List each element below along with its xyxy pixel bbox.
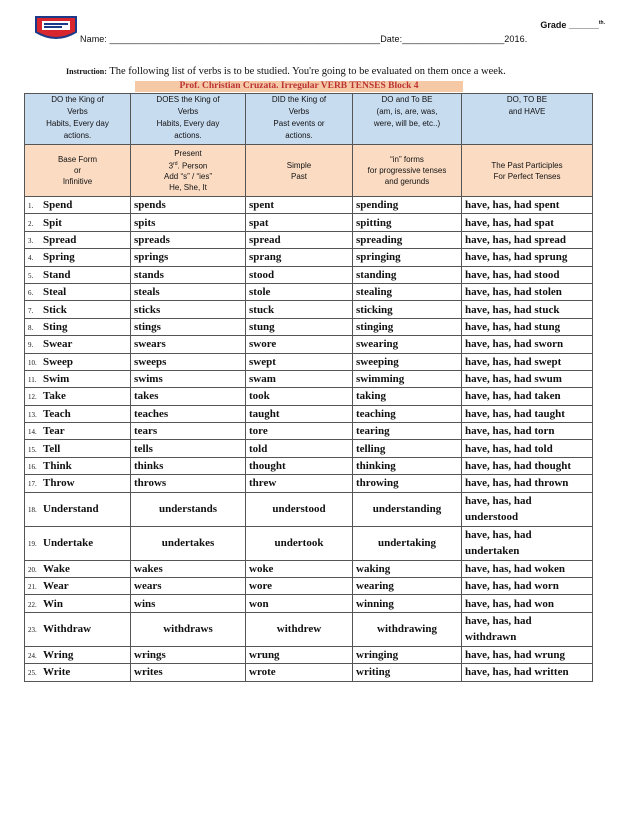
base-verb: Swear [43,338,73,351]
subheader-line: Base Form [57,155,98,164]
cell-base-form [25,475,131,492]
subheader-line: “in” forms [390,155,424,164]
subheader-line: Present [174,148,202,158]
cell-base-form [25,492,131,526]
cell-past-participle: have, has, had written [462,664,593,681]
cell-present: sweeps [131,353,246,370]
base-verb: Spread [43,233,77,246]
table-row [25,440,593,457]
cell-present: throws [131,475,246,492]
base-verb: Spit [43,216,62,229]
row-number: 22. [28,600,37,609]
header-line: Verbs [67,107,88,116]
cell-base-form [25,370,131,387]
row-number: 5. [28,271,34,280]
table-row [25,475,593,492]
cell-progressive: springing [353,249,462,266]
row-number: 21. [28,583,37,592]
cell-progressive: stealing [353,283,462,300]
table-row [25,231,593,248]
grade-field [540,20,605,30]
instruction-text: The following list of verbs is to be studied. You're going to be evaluated on them once a week. [109,66,506,77]
cell-progressive: sweeping [353,353,462,370]
cell-base-form [25,612,131,646]
base-verb: Tear [43,425,65,438]
cell-past-participle: have, has, had stung [462,318,593,335]
cell-base-form [25,646,131,663]
instruction [66,66,586,77]
cell-simple-past: won [246,595,353,612]
cell-past-participle: have, has, had spat [462,214,593,231]
cell-past-participle: have, has, had stood [462,266,593,283]
cell-past-participle: have, has, had wrung [462,646,593,663]
cell-progressive: swimming [353,370,462,387]
cell-simple-past: spread [246,231,353,248]
cell-simple-past: swam [246,370,353,387]
cell-simple-past: thought [246,457,353,474]
cell-past-participle: have, has, had spread [462,231,593,248]
table-row [25,526,593,560]
subheader-line: For Perfect Tenses [493,171,561,181]
table-row [25,266,593,283]
subheader-line: Add “s” / “ies” [163,172,212,182]
cell-base-form [25,197,131,214]
table-row [25,578,593,595]
cell-base-form [25,214,131,231]
cell-present: swims [131,370,246,387]
cell-base-form [25,423,131,440]
cell-past-participle: have, has, had sprung [462,249,593,266]
subheader-cell-progressive [353,145,462,197]
cell-past-participle: have, has, had stuck [462,301,593,318]
header-line: DID the King of [271,95,327,104]
cell-base-form [25,664,131,681]
cell-progressive: swearing [353,336,462,353]
cell-present: tells [131,440,246,457]
header-cell-present [131,94,246,145]
cell-past-participle: have, has, had thrown [462,475,593,492]
cell-past-participle: have, has, had swept [462,353,593,370]
cell-progressive: teaching [353,405,462,422]
cell-base-form [25,388,131,405]
header-line: DO the King of [51,95,104,104]
cell-present: wears [131,578,246,595]
cell-present: wakes [131,560,246,577]
header-line: DO and To BE [381,95,433,104]
cell-simple-past: wrung [246,646,353,663]
name-date-line: Name: _____________________________________________________Date:____________________2016. [80,34,528,44]
header-line: actions. [174,131,202,140]
cell-base-form [25,301,131,318]
table-row [25,249,593,266]
cell-present: steals [131,283,246,300]
header-line: Habits, Every day [156,119,220,128]
header-line: Habits, Every day [46,119,109,128]
row-number: 25. [28,669,37,678]
cell-base-form [25,318,131,335]
table-row [25,646,593,663]
subheader-line: Past [290,171,307,181]
cell-past-participle: have, has, had spent [462,197,593,214]
cell-progressive: wringing [353,646,462,663]
table-row [25,457,593,474]
header-cell-past [246,94,353,145]
cell-progressive: withdrawing [353,612,462,646]
base-verb: Spring [43,251,75,264]
cell-present: teaches [131,405,246,422]
cell-past-participle: have, has, had stolen [462,283,593,300]
cell-base-form [25,249,131,266]
cell-present: stands [131,266,246,283]
base-verb: Wear [43,580,69,593]
cell-base-form [25,283,131,300]
cell-simple-past: wrote [246,664,353,681]
cell-progressive: throwing [353,475,462,492]
cell-progressive: tearing [353,423,462,440]
cell-simple-past: stole [246,283,353,300]
cell-present: tears [131,423,246,440]
base-verb: Sting [43,320,68,333]
cell-past-participle: have, has, had swum [462,370,593,387]
row-number: 13. [28,410,37,419]
cell-progressive: undertaking [353,526,462,560]
header-cell-base [25,94,131,145]
cell-progressive: thinking [353,457,462,474]
cell-progressive: telling [353,440,462,457]
cell-progressive: wearing [353,578,462,595]
subheader-line: Simple [286,160,312,170]
cell-present: springs [131,249,246,266]
cell-base-form [25,560,131,577]
row-number: 19. [28,540,37,549]
cell-past-participle: have, has, had told [462,440,593,457]
header-line: Verbs [177,107,199,116]
cell-present: understands [131,492,246,526]
base-verb: Sweep [43,355,73,368]
instruction-label: Instruction: [66,67,107,76]
subheader-text: 3 [168,161,174,171]
subheader-line [134,159,242,172]
subheader-line: for progressive tenses [367,166,447,175]
table-row [25,595,593,612]
header-line: DOES the King of [156,95,220,104]
row-number: 7. [28,306,34,315]
cell-past-participle: have, has, had understood [462,492,593,526]
cell-simple-past: tore [246,423,353,440]
table-row [25,560,593,577]
header-line: actions. [63,131,92,140]
base-verb: Steal [43,286,67,299]
cell-progressive: spitting [353,214,462,231]
cell-present: swears [131,336,246,353]
subheader-line: and gerunds [384,177,430,186]
cell-simple-past: understood [246,492,353,526]
cell-past-participle: have, has, had torn [462,423,593,440]
cell-progressive: standing [353,266,462,283]
cell-simple-past: stood [246,266,353,283]
row-number: 1. [28,202,34,211]
header-line: and HAVE [508,107,546,116]
verb-table [24,93,593,682]
cell-past-participle: have, has, had taken [462,388,593,405]
base-verb: Think [43,460,72,473]
row-number: 18. [28,506,37,515]
grade-suffix: th. [598,20,605,26]
table-row [25,318,593,335]
cell-present: withdraws [131,612,246,646]
header-cell-progressive [353,94,462,145]
cell-base-form [25,266,131,283]
cell-simple-past: swept [246,353,353,370]
table-row [25,214,593,231]
row-number: 20. [28,565,37,574]
cell-past-participle: have, has, had undertaken [462,526,593,560]
row-number: 15. [28,445,37,454]
header-line: Verbs [288,107,310,116]
cell-past-participle: have, has, had taught [462,405,593,422]
table-row [25,492,593,526]
table-row [25,197,593,214]
row-number: 11. [28,376,37,385]
cell-progressive: winning [353,595,462,612]
subheader-cell-present [131,145,246,197]
cell-base-form [25,405,131,422]
cell-present: spends [131,197,246,214]
cell-base-form [25,353,131,370]
subheader-cell-base [25,145,131,197]
row-number: 9. [28,341,34,350]
header-line: (am, is, are, was, [376,107,438,116]
cell-present: undertakes [131,526,246,560]
header-line: DO, TO BE [506,95,548,104]
school-logo-icon [33,14,79,44]
row-number: 10. [28,358,37,367]
cell-progressive: writing [353,664,462,681]
cell-simple-past: threw [246,475,353,492]
base-verb: Wring [43,649,74,661]
grade-label: Grade ______ [540,20,599,30]
cell-simple-past: took [246,388,353,405]
subheader-row [25,145,593,197]
cell-past-participle: have, has, had worn [462,578,593,595]
subheader-cell-participle [462,145,593,197]
cell-present: writes [131,664,246,681]
base-verb: Wake [43,562,70,575]
cell-present: takes [131,388,246,405]
cell-simple-past: swore [246,336,353,353]
cell-simple-past: taught [246,405,353,422]
cell-base-form [25,231,131,248]
cell-present: stings [131,318,246,335]
cell-present: wins [131,595,246,612]
base-verb: Stick [43,303,67,316]
cell-simple-past: told [246,440,353,457]
subheader-line: The Past Participles [491,160,563,170]
cell-simple-past: stuck [246,301,353,318]
table-row [25,405,593,422]
cell-progressive: spreading [353,231,462,248]
cell-simple-past: spent [246,197,353,214]
cell-past-participle: have, has, had withdrawn [462,612,593,646]
cell-progressive: stinging [353,318,462,335]
cell-past-participle: have, has, had won [462,595,593,612]
header-line: were, will be, etc..) [373,119,441,128]
base-verb: Spend [43,199,73,212]
subheader-line: Infinitive [62,177,93,186]
cell-present: thinks [131,457,246,474]
row-number: 8. [28,323,34,332]
subheader-line: He, She, It [169,183,207,193]
base-verb: Withdraw [43,623,92,636]
subheader-line: or [73,166,82,175]
base-verb: Write [43,666,71,679]
subheader-text: . Person [177,161,208,171]
header-line: Past events or [273,119,325,128]
row-number: 14. [28,428,37,437]
table-row [25,353,593,370]
table-row [25,664,593,681]
cell-simple-past: woke [246,560,353,577]
cell-base-form [25,595,131,612]
base-verb: Take [43,390,66,403]
cell-past-participle: have, has, had thought [462,457,593,474]
table-row [25,423,593,440]
row-number: 4. [28,254,34,263]
cell-base-form [25,457,131,474]
base-verb: Tell [43,442,61,455]
base-verb: Understand [43,503,99,516]
header-line: actions. [285,131,313,140]
cell-simple-past: stung [246,318,353,335]
row-number: 24. [28,652,37,660]
table-row [25,336,593,353]
ordinal-suffix: rd [173,160,178,167]
title-banner: Prof. Christian Cruzata. Irregular VERB TENSES Block 4 [135,81,463,92]
row-number: 2. [28,219,34,228]
table-row [25,301,593,318]
cell-simple-past: sprang [246,249,353,266]
cell-present: spits [131,214,246,231]
row-number: 16. [28,463,37,472]
table-row [25,283,593,300]
row-number: 3. [28,236,34,245]
cell-base-form [25,526,131,560]
cell-past-participle: have, has, had woken [462,560,593,577]
table-row [25,612,593,646]
cell-base-form [25,336,131,353]
cell-simple-past: withdrew [246,612,353,646]
row-number: 12. [28,393,37,402]
cell-present: sticks [131,301,246,318]
table-row [25,370,593,387]
header-row [25,94,593,145]
base-verb: Throw [43,477,75,490]
cell-simple-past: spat [246,214,353,231]
cell-progressive: understanding [353,492,462,526]
base-verb: Teach [43,407,71,420]
base-verb: Swim [43,373,70,386]
row-number: 17. [28,480,37,489]
subheader-cell-past [246,145,353,197]
cell-present: spreads [131,231,246,248]
cell-simple-past: undertook [246,526,353,560]
cell-base-form [25,440,131,457]
cell-present: wrings [131,646,246,663]
cell-progressive: spending [353,197,462,214]
header-cell-participle [462,94,593,145]
base-verb: Undertake [43,537,94,550]
cell-progressive: sticking [353,301,462,318]
table-row [25,388,593,405]
base-verb: Win [43,597,63,610]
row-number: 6. [28,289,34,298]
cell-progressive: taking [353,388,462,405]
cell-progressive: waking [353,560,462,577]
base-verb: Stand [43,268,71,281]
cell-past-participle: have, has, had sworn [462,336,593,353]
cell-base-form [25,578,131,595]
row-number: 23. [28,626,37,635]
cell-simple-past: wore [246,578,353,595]
